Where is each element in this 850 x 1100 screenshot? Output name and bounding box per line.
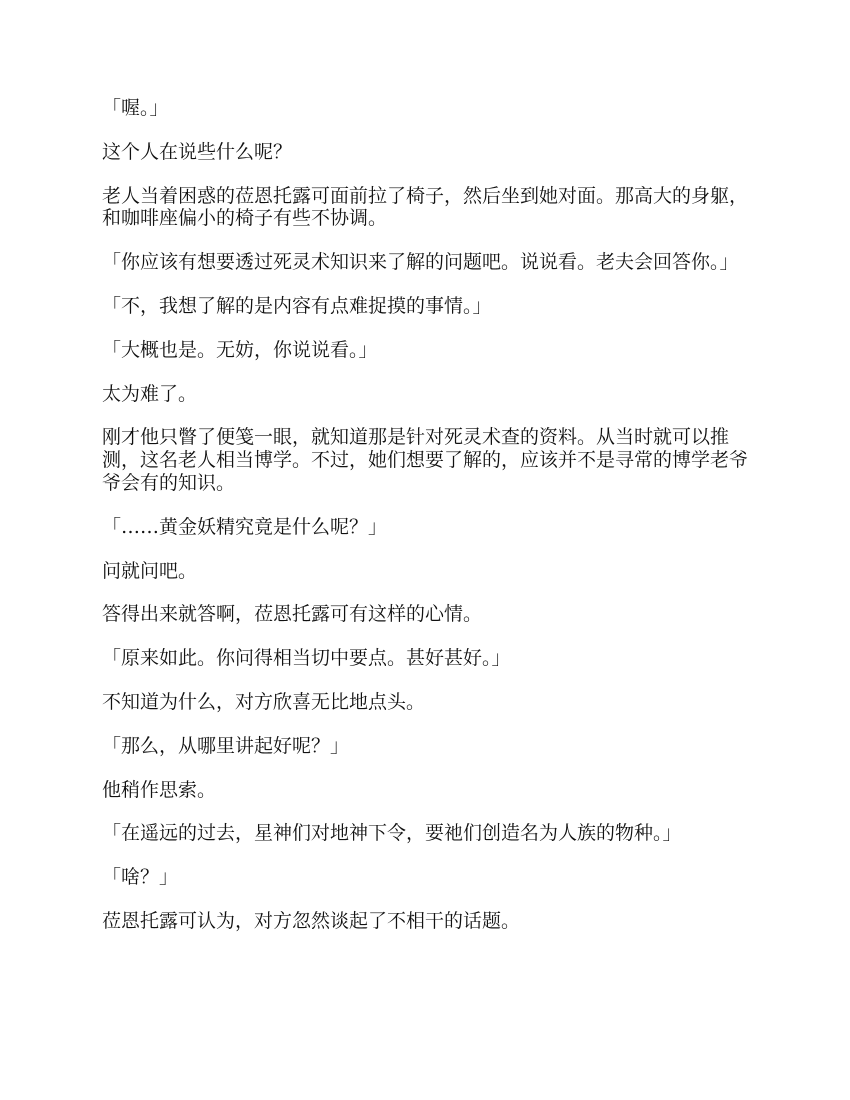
paragraph: 「你应该有想要透过死灵术知识来了解的问题吧。说说看。老夫会回答你。」 (102, 251, 739, 274)
paragraph: 「啥？」 (102, 866, 179, 889)
paragraph: 「那么，从哪里讲起好呢？」 (102, 734, 350, 757)
paragraph: 「原来如此。你问得相当切中要点。甚好甚好。」 (102, 647, 511, 670)
paragraph: 「在遥远的过去，星神们对地神下令，要祂们创造名为人族的物种。」 (102, 822, 682, 845)
paragraph: 「大概也是。无妨，你说说看。」 (102, 338, 378, 361)
paragraph: 不知道为什么，对方欣喜无比地点头。 (102, 690, 426, 713)
paragraph: 「不，我想了解的是内容有点难捉摸的事情。」 (102, 294, 492, 317)
paragraph: 莅恩托露可认为，对方忽然谈起了不相干的话题。 (102, 909, 521, 932)
paragraph: 太为难了。 (102, 382, 198, 405)
document-page (102, 97, 750, 954)
paragraph: 这个人在说些什么呢？ (102, 140, 293, 163)
paragraph: 答得出来就答啊，莅恩托露可有这样的心情。 (102, 603, 483, 626)
paragraph: 他稍作思索。 (102, 778, 217, 801)
paragraph: 问就问吧。 (102, 559, 198, 582)
paragraph: 「……黄金妖精究竟是什么呢？」 (102, 515, 388, 538)
paragraph: 「喔。」 (102, 97, 169, 119)
paragraph: 老人当着困惑的莅恩托露可面前拉了椅子，然后坐到她对面。那高大的身躯，和咖啡座偏小的椅子有些不协调。 (102, 184, 749, 230)
paragraph: 刚才他只瞥了便笺一眼，就知道那是针对死灵术查的资料。从当时就可以推测，这名老人相当博学。不过，她们想要了解的，应该并不是寻常的博学老爷爷会有的知识。 (102, 426, 749, 494)
